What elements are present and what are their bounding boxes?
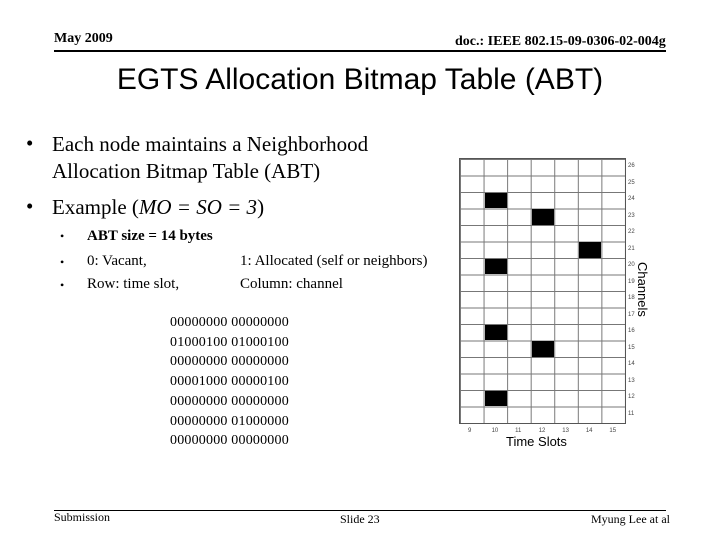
- bullet-2-prefix: Example (: [52, 195, 139, 219]
- bitmap-row: 00000000 00000000: [170, 433, 289, 449]
- sub-bullet-1: ABT size = 14 bytes: [87, 228, 213, 244]
- channel-tick: 23: [628, 212, 635, 219]
- channel-tick: 18: [628, 295, 635, 301]
- channel-tick: 13: [628, 377, 635, 384]
- channel-tick: 26: [628, 163, 635, 169]
- bullet-1: [52, 131, 368, 185]
- channel-tick: 21: [628, 245, 635, 252]
- slot-tick: 12: [538, 428, 546, 434]
- bitmap-row: 00000000 01000000: [170, 413, 289, 429]
- footer-left: Submission: [54, 510, 111, 524]
- channel-tick: 24: [628, 196, 635, 202]
- channel-tick: 22: [628, 229, 635, 235]
- bitmap-row: 00000000 00000000: [170, 315, 289, 330]
- bitmap-row: 00001000 00000100: [170, 374, 289, 390]
- header-doc-id: doc.: IEEE 802.15-09-0306-02-004g: [455, 34, 666, 49]
- sub-bullet-3-right: Column: channel: [240, 276, 343, 292]
- slot-tick: 13: [562, 428, 569, 434]
- header-divider: [54, 50, 666, 52]
- x-axis-label: Time Slots: [506, 434, 567, 449]
- sub-bullet-marker: •: [60, 229, 65, 243]
- allocated-cell: [532, 341, 555, 357]
- footer-right: Myung Lee at al: [591, 512, 670, 526]
- allocated-cell: [532, 209, 555, 225]
- allocated-cell: [579, 242, 602, 258]
- sub-bullet-2-right: 1: Allocated (self or neighbors): [240, 253, 428, 269]
- footer-divider: [54, 510, 666, 511]
- footer-slide-number: Slide 23: [340, 512, 380, 526]
- channel-tick: 12: [628, 394, 635, 400]
- slot-tick: 9: [468, 428, 472, 434]
- slot-tick: 14: [585, 428, 593, 434]
- slot-tick: 15: [609, 428, 617, 434]
- allocated-cell: [485, 391, 508, 407]
- bullet-1-line-1: Each node maintains a Neighborhood: [52, 132, 369, 156]
- bitmap-row: 00000000 00000000: [170, 354, 289, 370]
- allocated-cell: [485, 259, 508, 275]
- channel-tick: 11: [628, 410, 635, 417]
- slot-tick: 10: [491, 428, 499, 434]
- bullet-2: [52, 194, 264, 221]
- bullet-2-suffix: ): [257, 195, 265, 219]
- y-axis-label: [636, 262, 650, 322]
- channel-tick: 19: [628, 278, 635, 285]
- channel-tick: 20: [628, 262, 635, 268]
- bullet-marker: •: [26, 194, 34, 218]
- bullet-1-line-2: Allocation Bitmap Table (ABT): [52, 159, 321, 183]
- channel-tick: 25: [628, 179, 635, 186]
- sub-bullet-2-left: 0: Vacant,: [87, 253, 147, 269]
- slot-tick: 11: [515, 428, 522, 434]
- sub-bullet-3-left: Row: time slot,: [87, 276, 180, 292]
- allocation-grid: [459, 158, 626, 424]
- sub-bullet-marker: •: [60, 255, 65, 269]
- channel-tick: 14: [628, 361, 635, 367]
- channel-tick: 15: [628, 344, 635, 351]
- header-date: May 2009: [54, 31, 113, 46]
- sub-bullet-marker: •: [60, 278, 65, 292]
- allocated-cell: [485, 193, 508, 209]
- bullet-2-italic: MO = SO = 3: [138, 195, 258, 219]
- slide-title: EGTS Allocation Bitmap Table (ABT): [116, 63, 604, 96]
- y-axis-label-text: Channels: [635, 262, 650, 317]
- channel-tick: 17: [628, 311, 635, 318]
- channel-tick: 16: [628, 328, 635, 334]
- abt-bitmap: [170, 313, 289, 451]
- bitmap-row: 00000000 00000000: [170, 393, 289, 409]
- bullet-marker: •: [26, 131, 34, 155]
- allocated-cell: [485, 325, 508, 341]
- bitmap-row: 01000100 01000100: [170, 334, 289, 350]
